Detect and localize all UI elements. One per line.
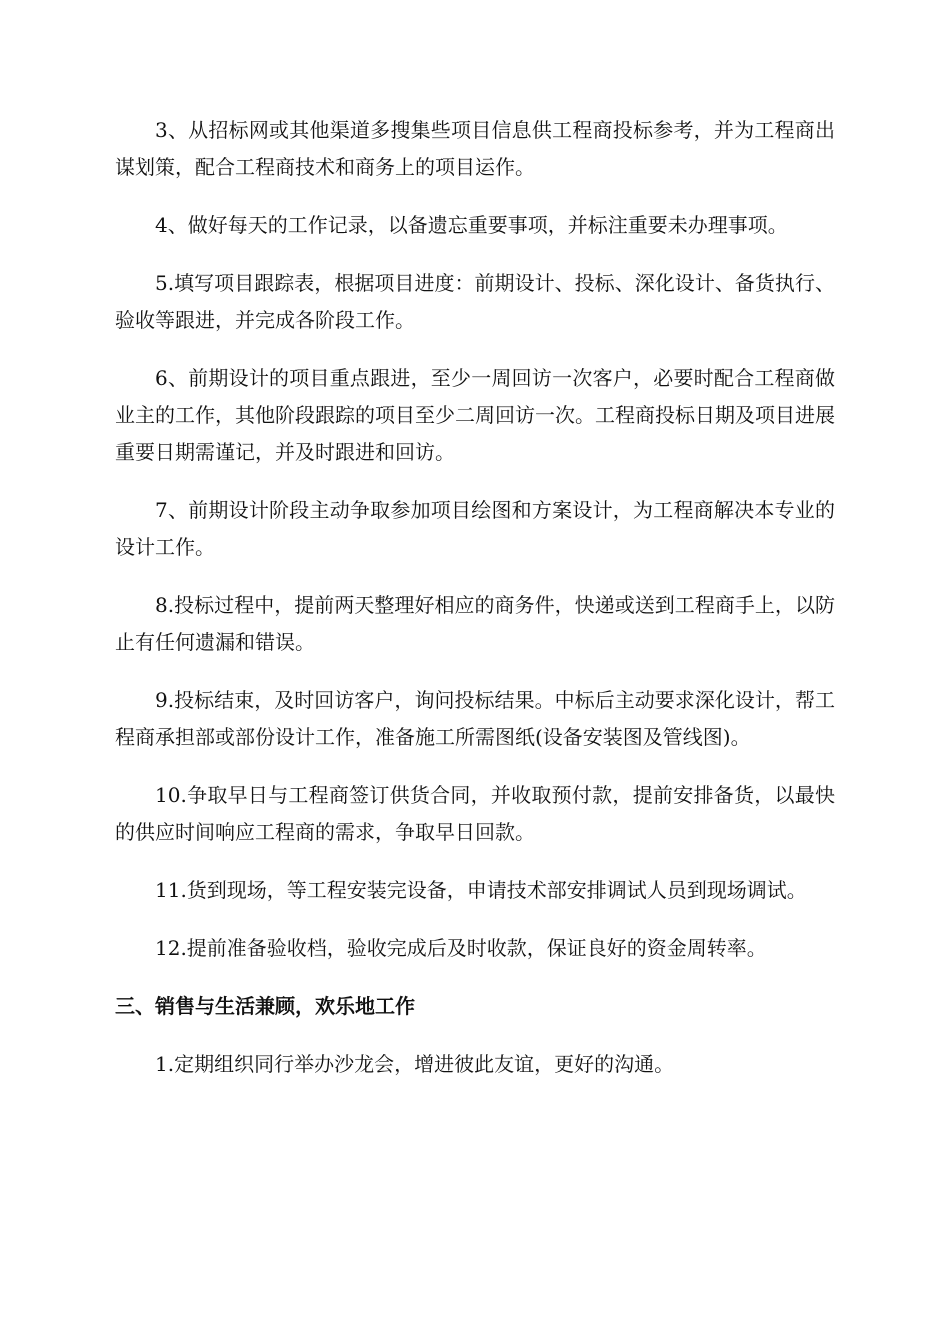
paragraph-3: 3、从招标网或其他渠道多搜集些项目信息供工程商投标参考，并为工程商出谋划策，配合工程商技术和商务上的项目运作。 (115, 118, 835, 179)
paragraph-5: 5.填写项目跟踪表，根据项目进度：前期设计、投标、深化设计、备货执行、验收等跟进，并完成各阶段工作。 (115, 271, 835, 332)
document-body (115, 112, 835, 1104)
paragraph-4: 4、做好每天的工作记录，以备遗忘重要事项，并标注重要未办理事项。 (155, 213, 788, 237)
paragraph-9: 9.投标结束，及时回访客户，询问投标结果。中标后主动要求深化设计，帮工程商承担部或部份设计工作，准备施工所需图纸(设备安装图及管线图)。 (115, 688, 835, 749)
paragraph-6: 6、前期设计的项目重点跟进，至少一周回访一次客户，必要时配合工程商做业主的工作，其他阶段跟踪的项目至少二周回访一次。工程商投标日期及项目进展重要日期需谨记，并及时跟进和回访。 (115, 366, 835, 464)
section-heading: 三、销售与生活兼顾，欢乐地工作 (115, 994, 415, 1018)
paragraph-11: 11.货到现场，等工程安装完设备，申请技术部安排调试人员到现场调试。 (155, 878, 807, 902)
paragraph-12: 12.提前准备验收档，验收完成后及时收款，保证良好的资金周转率。 (155, 936, 767, 960)
paragraph-section3-1: 1.定期组织同行举办沙龙会，增进彼此友谊，更好的沟通。 (155, 1052, 675, 1076)
paragraph-8: 8.投标过程中，提前两天整理好相应的商务件，快递或送到工程商手上，以防止有任何遗漏和错误。 (115, 593, 835, 654)
paragraph-10: 10.争取早日与工程商签订供货合同，并收取预付款，提前安排备货，以最快的供应时间响应工程商的需求，争取早日回款。 (115, 783, 835, 844)
paragraph-7: 7、前期设计阶段主动争取参加项目绘图和方案设计，为工程商解决本专业的设计工作。 (115, 498, 835, 559)
